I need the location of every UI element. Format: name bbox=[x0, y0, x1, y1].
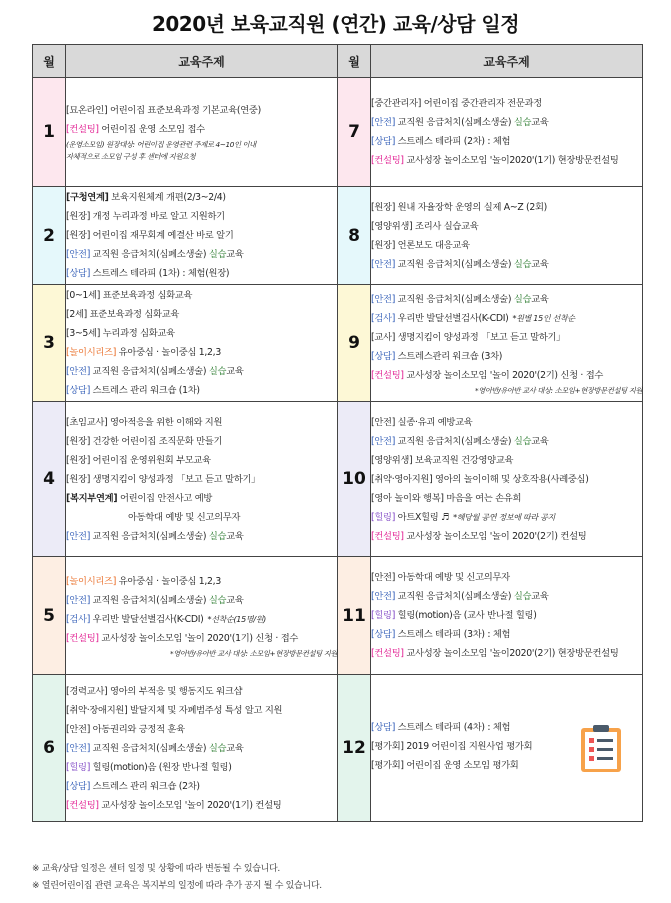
footnote: ※ 교육/상담 일정은 센터 일정 및 상황에 따라 변동될 수 있습니다. bbox=[32, 864, 280, 874]
topic-line bbox=[371, 606, 642, 625]
topic-line bbox=[66, 264, 337, 283]
topic-text: 교육 bbox=[531, 293, 549, 305]
topic-text: 교육 bbox=[226, 530, 244, 542]
topic-tag: [상담] bbox=[371, 722, 396, 733]
topic-line bbox=[371, 508, 642, 527]
topic-tag: [컨설팅] bbox=[371, 369, 404, 381]
topic-text: 어린이집 운영 소모임 접수 bbox=[98, 124, 205, 135]
topic-line bbox=[66, 207, 337, 226]
topic-text: 스트레스 관리 워크숍 (1차) bbox=[90, 385, 200, 396]
topic-text: 교육 bbox=[226, 594, 244, 606]
topic-tag: [안전] bbox=[371, 293, 396, 305]
topic-highlight: 실습 bbox=[513, 591, 532, 602]
topic-line bbox=[66, 305, 337, 324]
topic-text: 스트레스 테라피 (2차) : 체험 bbox=[395, 136, 511, 147]
topic-line bbox=[371, 756, 578, 775]
topic-line bbox=[371, 527, 642, 546]
topic-line bbox=[66, 701, 337, 720]
topic-line bbox=[371, 94, 642, 113]
topic-line bbox=[371, 151, 642, 170]
topic-text: [안전] 아동권리와 긍정적 훈육 bbox=[66, 723, 185, 735]
month-topics bbox=[371, 402, 643, 557]
topic-text: 스트레스 관리 워크숍 (2차) bbox=[90, 780, 200, 792]
topic-tag: [안전] bbox=[66, 249, 91, 260]
topic-line bbox=[371, 737, 578, 756]
topic-line bbox=[66, 777, 337, 796]
topic-line bbox=[371, 328, 642, 347]
topic-text: [초임교사] 영아적응을 위한 이해와 지원 bbox=[66, 416, 223, 428]
topic-tag: [안전] bbox=[66, 742, 91, 754]
month-number: 8 bbox=[338, 187, 371, 285]
topic-line bbox=[371, 587, 642, 606]
topic-text: [안전] 실종·유괴 예방교육 bbox=[371, 416, 473, 428]
month-number: 6 bbox=[33, 675, 66, 822]
topic-text: [원장] 어린이집 운영위원회 부모교육 bbox=[66, 454, 211, 466]
month-topics bbox=[66, 402, 338, 557]
topic-line bbox=[371, 198, 642, 217]
month-header-left: 월 bbox=[33, 45, 66, 78]
month-topics bbox=[371, 187, 643, 285]
topic-line bbox=[66, 796, 337, 815]
topic-tag: [검사] bbox=[371, 312, 396, 324]
topic-tag: [컨설팅] bbox=[66, 799, 99, 811]
topic-note: *원별 15인 선착순 bbox=[512, 313, 575, 323]
topic-tag: [놀이시리즈] bbox=[66, 575, 117, 587]
topic-line bbox=[66, 489, 337, 508]
topic-tag: [힐링] bbox=[66, 761, 91, 773]
topic-text: 교직원 응급처치(심폐소생술) bbox=[90, 366, 209, 377]
topic-text: 보육지원체계 개편(2/3~2/4) bbox=[108, 192, 226, 203]
topic-tag: [복지부연계] bbox=[66, 492, 118, 504]
topic-text: 교육 bbox=[531, 117, 549, 128]
schedule-row bbox=[33, 557, 643, 675]
topic-tag: [힐링] bbox=[371, 511, 396, 523]
topic-tag: [안전] bbox=[66, 366, 91, 377]
schedule-row bbox=[33, 285, 643, 402]
topic-text: [평가회] 2019 어린이집 지원사업 평가회 bbox=[371, 741, 533, 752]
topic-line bbox=[371, 568, 642, 587]
page-title: 2020년 보육교직원 (연간) 교육/상담 일정 bbox=[151, 12, 520, 36]
month-topics bbox=[371, 285, 643, 402]
schedule-table bbox=[32, 44, 643, 822]
topic-line bbox=[66, 610, 337, 629]
topic-line bbox=[371, 347, 642, 366]
topic-text: [원장] 생명지킴이 양성과정 「보고 듣고 말하기」 bbox=[66, 473, 261, 485]
topic-text: 스트레스관리 워크숍 (3차) bbox=[395, 350, 503, 362]
topic-tag: [컨설팅] bbox=[371, 155, 404, 166]
topic-tag: [구청연계] bbox=[66, 192, 109, 203]
topic-text: [영양위생] 보육교직원 건강영양교육 bbox=[371, 454, 514, 466]
topic-line bbox=[66, 451, 337, 470]
topic-text: [안전] 아동학대 예방 및 신고의무자 bbox=[371, 572, 510, 583]
topic-line bbox=[66, 362, 337, 381]
footnotes bbox=[32, 861, 652, 895]
topic-line bbox=[371, 470, 642, 489]
topic-text: 교사성장 놀이소모임 '놀이2020'(1기) 현장방문컨설팅 bbox=[403, 155, 619, 166]
topic-text: 유아중심 · 놀이중심 1,2,3 bbox=[116, 347, 221, 358]
topic-text: 교육 bbox=[531, 258, 549, 270]
topic-tag: [놀이시리즈] bbox=[66, 347, 117, 358]
topic-text: 교직원 응급처치(심폐소생술) bbox=[395, 591, 514, 602]
topic-text: 교육 bbox=[531, 591, 549, 602]
topic-text: [원장] 원내 자율장학 운영의 실제 A~Z (2회) bbox=[371, 201, 548, 213]
month-topics bbox=[66, 557, 338, 675]
topic-line bbox=[371, 644, 642, 663]
topic-tag: [검사] bbox=[66, 613, 91, 625]
topic-line bbox=[66, 682, 337, 701]
topic-text: 우리반 발달선별검사(K-CDI) bbox=[395, 312, 509, 324]
topic-line bbox=[371, 432, 642, 451]
topic-line bbox=[66, 381, 337, 400]
topic-text: 힐링(motion)음 (교사 반나절 힐링) bbox=[395, 610, 537, 621]
topic-text: [영아 놀이와 행복] 마음을 여는 손유희 bbox=[371, 492, 522, 504]
topic-note: 자체적으로 소모임 구성 후 센터에 지원요청 bbox=[66, 152, 196, 161]
topic-text: [취약·영아지원] 영아의 놀이이해 및 상호작용(사례중심) bbox=[371, 473, 589, 485]
topic-text: 교직원 응급처치(심폐소생술) bbox=[395, 117, 514, 128]
month-number: 2 bbox=[33, 187, 66, 285]
topic-highlight: 실습 bbox=[208, 249, 227, 260]
topic-tag: [컨설팅] bbox=[66, 124, 99, 135]
topic-text: 스트레스 테라피 (4차) : 체험 bbox=[395, 722, 511, 733]
topic-tag: [컨설팅] bbox=[371, 648, 404, 659]
month-number: 5 bbox=[33, 557, 66, 675]
topic-text: 아트X힐링 ♬ bbox=[395, 511, 450, 523]
topic-line bbox=[66, 591, 337, 610]
table-header-row bbox=[33, 45, 643, 78]
topic-note: *영아반/유아반 교사 대상: 소모임+현장방문컨설팅 지원 bbox=[169, 648, 337, 658]
topic-text: 교직원 응급처치(심폐소생술) bbox=[90, 594, 209, 606]
topic-highlight: 실습 bbox=[513, 293, 532, 305]
topic-line bbox=[371, 489, 642, 508]
topic-line bbox=[66, 324, 337, 343]
topic-tag: [안전] bbox=[66, 594, 91, 606]
month-topics bbox=[66, 187, 338, 285]
topic-note: (운영소모임) 원장대상: 어린이집 운영관련 주제로 4~10인 이내 bbox=[66, 140, 256, 149]
topic-text: [2세] 표준보육과정 심화교육 bbox=[66, 309, 180, 320]
month-number: 3 bbox=[33, 285, 66, 402]
topic-text: 교직원 응급처치(심폐소생술) bbox=[90, 249, 209, 260]
topic-text: 스트레스 테라피 (3차) : 체험 bbox=[395, 629, 511, 640]
topic-line bbox=[66, 572, 337, 591]
topic-tag: [안전] bbox=[66, 530, 91, 542]
topic-text: [영양위생] 조리사 실습교육 bbox=[371, 220, 479, 232]
topic-line bbox=[371, 113, 642, 132]
month-header-right: 월 bbox=[338, 45, 371, 78]
topic-text: 스트레스 테라피 (1차) : 체험(원장) bbox=[90, 268, 230, 279]
topic-highlight: 실습 bbox=[208, 594, 227, 606]
topic-tag: [안전] bbox=[371, 435, 396, 447]
topic-text: 교사성장 놀이소모임 '놀이 2020'(2기) 신청 · 접수 bbox=[403, 369, 604, 381]
schedule-row bbox=[33, 675, 643, 822]
topic-header-right: 교육주제 bbox=[371, 45, 643, 78]
topic-text: [0~1세] 표준보육과정 심화교육 bbox=[66, 290, 193, 301]
topic-line bbox=[66, 286, 337, 305]
topic-line bbox=[66, 413, 337, 432]
month-topics bbox=[66, 675, 338, 822]
topic-text: 교직원 응급처치(심폐소생술) bbox=[90, 530, 209, 542]
topic-text: 힐링(motion)음 (원장 반나절 힐링) bbox=[90, 761, 232, 773]
topic-text: 교육 bbox=[226, 742, 244, 754]
topic-line bbox=[371, 625, 642, 644]
topic-line bbox=[66, 432, 337, 451]
month-topics bbox=[371, 557, 643, 675]
topic-text: 교육 bbox=[226, 366, 244, 377]
topic-header-left: 교육주제 bbox=[66, 45, 338, 78]
topic-line bbox=[66, 739, 337, 758]
clipboard-checklist-icon bbox=[578, 724, 624, 778]
topic-text: 우리반 발달선별검사(K-CDI) bbox=[90, 613, 204, 625]
topic-highlight: 실습 bbox=[208, 530, 227, 542]
month-number: 12 bbox=[338, 675, 371, 822]
topic-line bbox=[66, 101, 337, 120]
topic-note: *선착순(15명/원) bbox=[207, 614, 266, 624]
topic-highlight: 실습 bbox=[513, 258, 532, 270]
month-topics bbox=[66, 78, 338, 187]
topic-tag: [안전] bbox=[371, 258, 396, 270]
topic-text: 교사성장 놀이소모임 '놀이2020'(2기) 현장방문컨설팅 bbox=[403, 648, 619, 659]
topic-text: [원장] 건강한 어린이집 조직문화 만들기 bbox=[66, 435, 223, 447]
topic-line bbox=[371, 236, 642, 255]
topic-text: 교사성장 놀이소모임 '놀이 2020'(1기) 컨설팅 bbox=[98, 799, 282, 811]
topic-highlight: 실습 bbox=[513, 117, 532, 128]
topic-text: 교직원 응급처치(심폐소생술) bbox=[395, 258, 514, 270]
topic-text: [묘온라인] 어린이집 표준보육과정 기본교육(연중) bbox=[66, 105, 261, 116]
topic-line bbox=[66, 120, 337, 139]
topic-text: 교직원 응급처치(심폐소생술) bbox=[90, 742, 209, 754]
topic-tag: [컨설팅] bbox=[371, 530, 404, 542]
topic-text: [교사] 생명지킴이 양성과정 「보고 듣고 말하기」 bbox=[371, 331, 566, 343]
topic-text: [평가회] 어린이집 운영 소모임 평가회 bbox=[371, 760, 519, 771]
month-number: 7 bbox=[338, 78, 371, 187]
topic-line bbox=[371, 309, 642, 328]
month-number: 10 bbox=[338, 402, 371, 557]
topic-line bbox=[371, 451, 642, 470]
topic-line bbox=[66, 720, 337, 739]
topic-highlight: 실습 bbox=[208, 742, 227, 754]
topic-text: [중간관리자] 어린이집 중간관리자 전문과정 bbox=[371, 98, 542, 109]
month-topics bbox=[66, 285, 338, 402]
topic-line bbox=[66, 527, 337, 546]
month-number: 1 bbox=[33, 78, 66, 187]
topic-text: 교직원 응급처치(심폐소생술) bbox=[395, 293, 514, 305]
topic-text: 어린이집 안전사고 예방 bbox=[117, 492, 213, 504]
topic-line bbox=[371, 718, 578, 737]
topic-line bbox=[66, 343, 337, 362]
topic-text: 교육 bbox=[226, 249, 244, 260]
topic-line bbox=[371, 290, 642, 309]
topic-tag: [상담] bbox=[66, 385, 91, 396]
topic-tag: [상담] bbox=[371, 136, 396, 147]
topic-line bbox=[66, 758, 337, 777]
topic-text: [원장] 개정 누리과정 바로 알고 지원하기 bbox=[66, 211, 225, 222]
topic-tag: [힐링] bbox=[371, 610, 396, 621]
schedule-row bbox=[33, 187, 643, 285]
topic-tag: [안전] bbox=[371, 117, 396, 128]
month-topics bbox=[371, 78, 643, 187]
topic-text: 교사성장 놀이소모임 '놀이 2020'(2기) 컨설팅 bbox=[403, 530, 587, 542]
topic-text: 교직원 응급처치(심폐소생술) bbox=[395, 435, 514, 447]
topic-line bbox=[66, 629, 337, 648]
topic-line bbox=[371, 217, 642, 236]
topic-text: 교사성장 놀이소모임 '놀이 2020'(1기) 신청 · 접수 bbox=[98, 632, 299, 644]
schedule-row bbox=[33, 78, 643, 187]
topic-line bbox=[66, 470, 337, 489]
topic-line bbox=[371, 255, 642, 274]
month-number: 9 bbox=[338, 285, 371, 402]
topic-text: 교육 bbox=[531, 435, 549, 447]
topic-text: [취약·장애지원] 발달지체 및 자폐범주성 특성 알고 지원 bbox=[66, 704, 283, 716]
topic-tag: [상담] bbox=[371, 629, 396, 640]
topic-text: [경력교사] 영아의 부적응 및 행동지도 워크샵 bbox=[66, 685, 243, 697]
topic-tag: [상담] bbox=[371, 350, 396, 362]
topic-highlight: 실습 bbox=[208, 366, 227, 377]
topic-line bbox=[371, 413, 642, 432]
topic-tag: [상담] bbox=[66, 268, 91, 279]
topic-line bbox=[66, 188, 337, 207]
topic-text: [원장] 언론보도 대응교육 bbox=[371, 239, 470, 251]
topic-line bbox=[371, 132, 642, 151]
topic-note: *해당월 공연 정보에 따라 공지 bbox=[453, 512, 555, 522]
topic-note: *영아반/유아반 교사 대상: 소모임+현장방문컨설팅 지원 bbox=[474, 385, 642, 395]
topic-tag: [상담] bbox=[66, 780, 91, 792]
topic-text: 유아중심 · 놀이중심 1,2,3 bbox=[116, 575, 221, 587]
topic-line: 아동학대 예방 및 신고의무자 bbox=[128, 511, 241, 523]
topic-line bbox=[371, 366, 642, 385]
topic-text: [원장] 어린이집 재무회계 예결산 바로 알기 bbox=[66, 230, 234, 241]
month-number: 4 bbox=[33, 402, 66, 557]
topic-line bbox=[66, 226, 337, 245]
topic-text: [3~5세] 누리과정 심화교육 bbox=[66, 328, 175, 339]
schedule-row bbox=[33, 402, 643, 557]
topic-tag: [컨설팅] bbox=[66, 632, 99, 644]
topic-line bbox=[66, 245, 337, 264]
footnote: ※ 열린어린이집 관련 교육은 복지부의 일정에 따라 추가 공지 될 수 있습니다. bbox=[32, 881, 322, 891]
topic-tag: [안전] bbox=[371, 591, 396, 602]
month-number: 11 bbox=[338, 557, 371, 675]
month-topics bbox=[371, 675, 643, 822]
topic-highlight: 실습 bbox=[513, 435, 532, 447]
